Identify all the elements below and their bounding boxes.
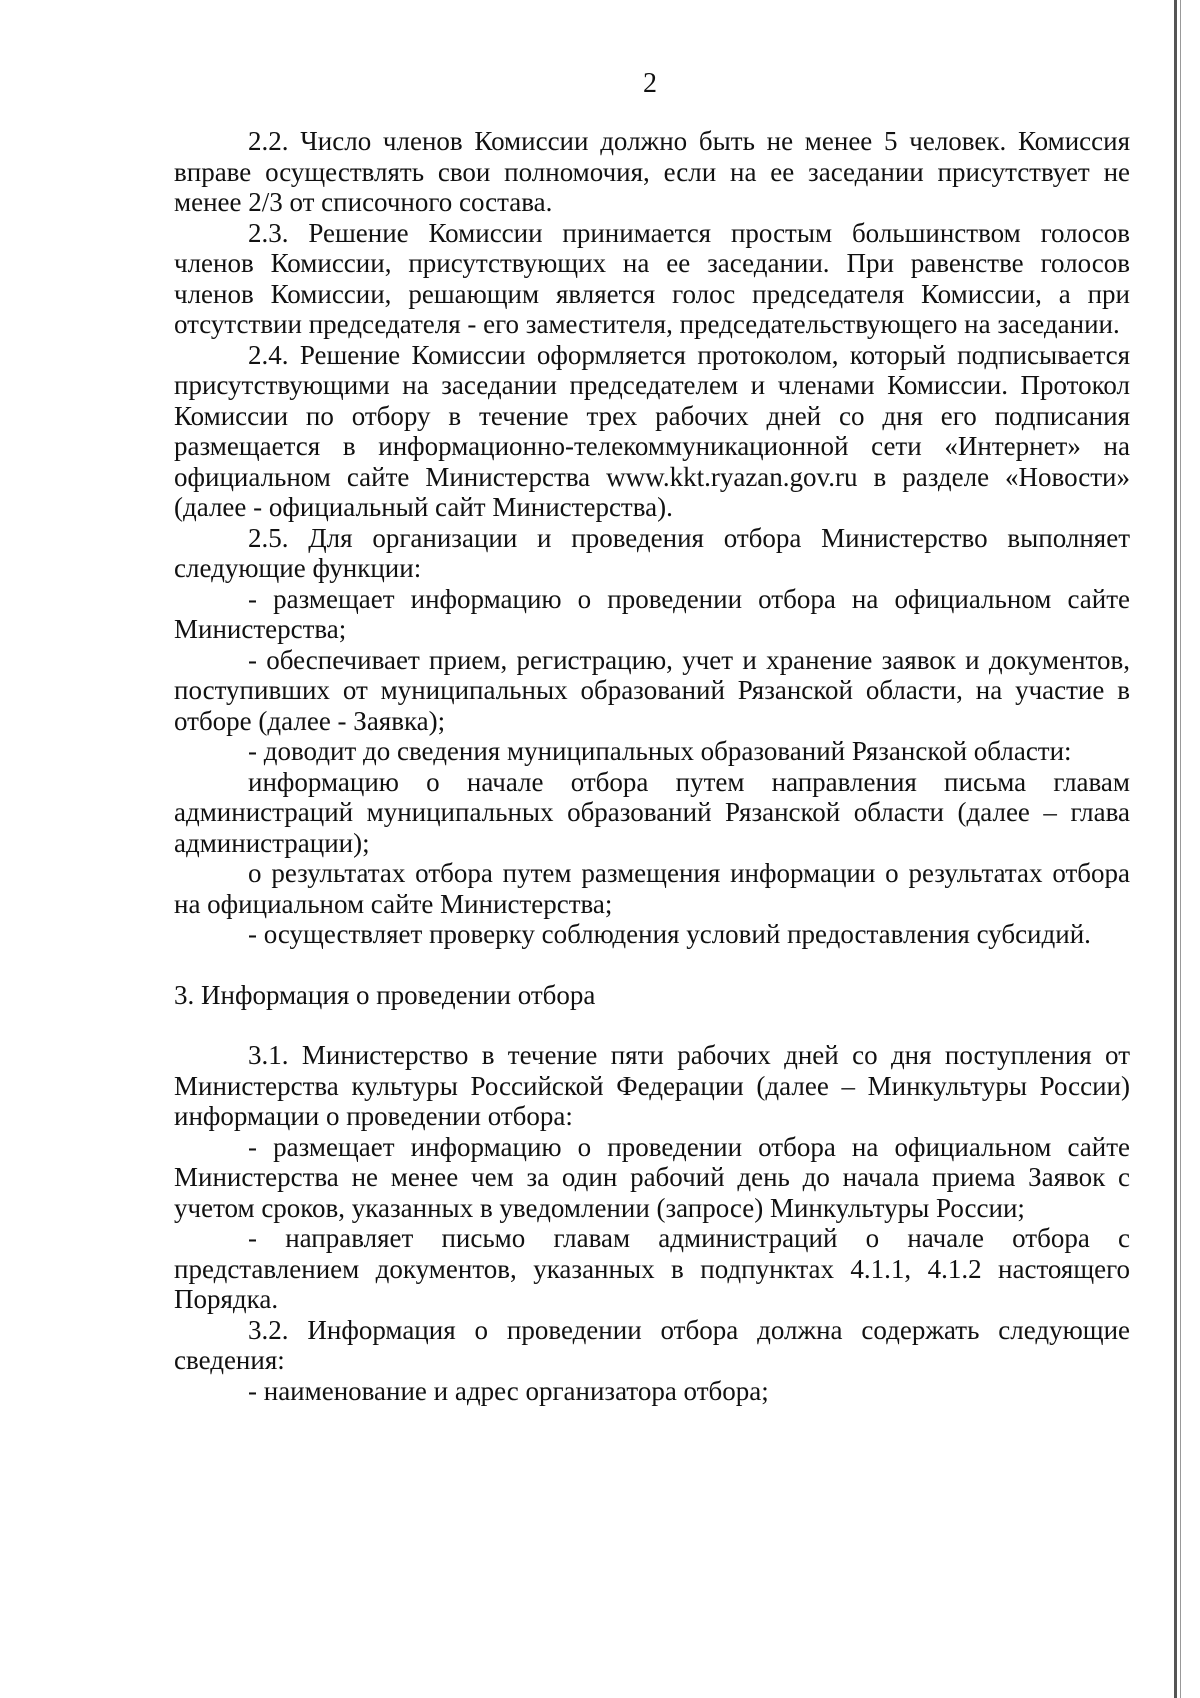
paragraph-2-4: 2.4. Решение Комиссии оформляется протоколом, который подписывается присутствующими на заседании председателем и членами Комиссии. Протокол Комиссии по отбору в течение трех рабочих дней со дня его подписания размещается в информационно-телекоммуникационной сети «Интернет» на официальном сайте Министерства www.kkt.ryazan.gov.ru в разделе «Новости» (далее - официальный сайт Министерства). (174, 339, 1130, 522)
paragraph-3-2: 3.2. Информация о проведении отбора должна содержать следующие сведения: (174, 1314, 1130, 1375)
paragraph-2-5: 2.5. Для организации и проведения отбора Министерство выполняет следующие функции: (174, 522, 1130, 583)
paragraph-3-1: 3.1. Министерство в течение пяти рабочих дней со дня поступления от Министерства культуры Российской Федерации (далее – Минкультуры России) информации о проведении отбора: (174, 1040, 1130, 1131)
paragraph-3-1-item-b: - направляет письмо главам администраций о начале отбора с представлением документов, указанных в подпунктах 4.1.1, 4.1.2 настоящего Порядка. (174, 1223, 1130, 1314)
paragraph-2-5-item-c1: информацию о начале отбора путем направления письма главам администраций муниципальных образований Рязанской области (далее – глава администрации); (174, 766, 1130, 858)
paragraph-2-5-item-d: - осуществляет проверку соблюдения условий предоставления субсидий. (248, 919, 1091, 949)
paragraph-2-5-item-c: - доводит до сведения муниципальных образований Рязанской области: (248, 736, 1072, 766)
paragraph-3-1-item-a: - размещает информацию о проведении отбора на официальном сайте Министерства не менее чем за один рабочий день до начала приема Заявок с учетом сроков, указанных в уведомлении (запросе) Минкультуры России; (174, 1131, 1130, 1223)
paragraph-3-2-item-a: - наименование и адрес организатора отбора; (248, 1375, 769, 1406)
paragraph-2-5-item-c2: о результатах отбора путем размещения информации о результатах отбора на официальном сайте Министерства; (174, 858, 1130, 919)
scan-edge-line (1174, 0, 1177, 1698)
section-3-heading: 3. Информация о проведении отбора (174, 979, 596, 1010)
page-number: 2 (643, 68, 657, 99)
paragraph-2-3: 2.3. Решение Комиссии принимается простым большинством голосов членов Комиссии, присутствующих на ее заседании. При равенстве голосов членов Комиссии, решающим является голос председателя Комиссии, а при отсутствии председателя - его заместителя, председательствующего на заседании. (174, 217, 1130, 339)
paragraph-2-2: 2.2. Число членов Комиссии должно быть не менее 5 человек. Комиссия вправе осуществлять свои полномочия, если на ее заседании присутствует не менее 2/3 от списочного состава. (174, 126, 1130, 217)
document-body (174, 126, 1130, 1406)
scan-edge-line-inner (1180, 0, 1181, 1698)
paragraph-2-5-item-a: - размещает информацию о проведении отбора на официальном сайте Министерства; (174, 583, 1130, 644)
paragraph-2-5-item-b: - обеспечивает прием, регистрацию, учет и хранение заявок и документов, поступивших от муниципальных образований Рязанской области, на участие в отборе (далее - Заявка); (174, 644, 1130, 736)
